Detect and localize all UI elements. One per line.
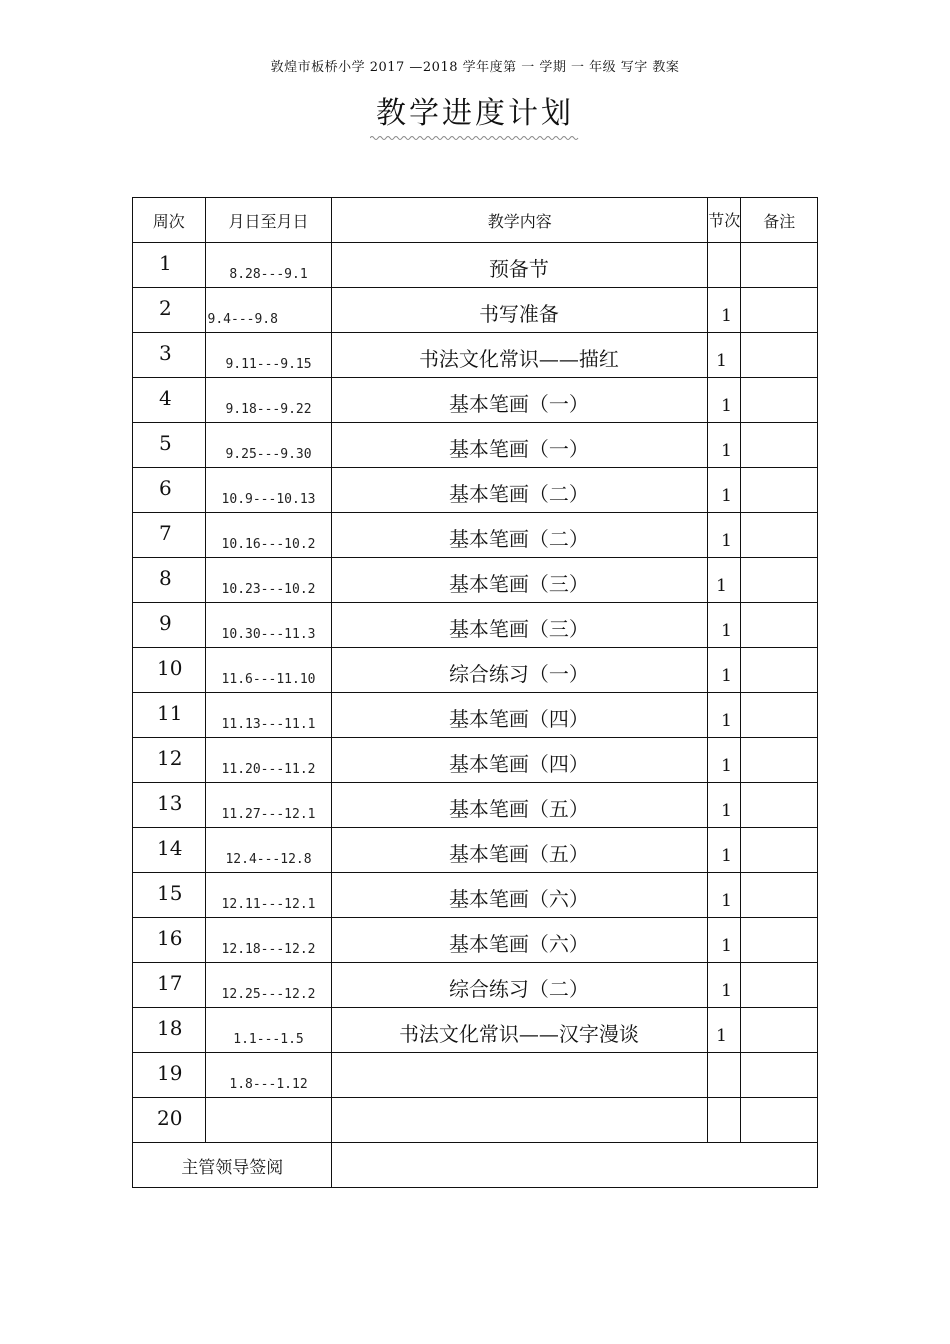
date-range: 11.20---11.2: [221, 762, 316, 777]
content-cell: [332, 963, 708, 1008]
date-cell: [205, 243, 332, 288]
week-cell: [133, 963, 206, 1008]
lesson-content: 综合练习（一）: [448, 662, 589, 686]
week-cell: [133, 378, 206, 423]
week-number: 8: [159, 566, 172, 590]
content-cell: [332, 1053, 708, 1098]
week-number: 13: [157, 791, 183, 815]
count-cell: [708, 288, 741, 333]
date-range: 11.13---11.1: [221, 717, 316, 732]
week-number: 6: [159, 476, 172, 500]
week-number: 14: [157, 836, 183, 860]
content-cell: [332, 378, 708, 423]
content-cell: [332, 603, 708, 648]
notes-cell: [741, 873, 818, 918]
week-number: 5: [159, 431, 172, 455]
week-number: 2: [159, 296, 172, 320]
lesson-content: 基本笔画（五）: [448, 797, 589, 821]
date-cell: [205, 288, 332, 333]
table-row: [133, 963, 818, 1008]
lesson-content: 预备节: [488, 257, 549, 281]
week-cell: [133, 693, 206, 738]
week-cell: [133, 513, 206, 558]
table-row: [133, 513, 818, 558]
week-cell: [133, 648, 206, 693]
count-cell: [708, 468, 741, 513]
signature-cell: [332, 1143, 818, 1188]
lesson-count: 1: [721, 891, 732, 911]
table-row: [133, 1008, 818, 1053]
lesson-content: 基本笔画（六）: [448, 932, 589, 956]
lesson-content: 综合练习（二）: [448, 977, 589, 1001]
date-cell: [205, 468, 332, 513]
notes-cell: [741, 423, 818, 468]
lesson-content: 基本笔画（四）: [448, 752, 589, 776]
date-cell: [205, 693, 332, 738]
table-row: [133, 288, 818, 333]
header-content: 教学内容: [332, 198, 708, 243]
notes-cell: [741, 513, 818, 558]
lesson-content: 书法文化常识——描红: [418, 347, 619, 371]
week-cell: [133, 1053, 206, 1098]
count-cell: [708, 648, 741, 693]
date-cell: [205, 828, 332, 873]
count-cell: [708, 963, 741, 1008]
week-cell: [133, 468, 206, 513]
date-range: 8.28---9.1: [229, 267, 308, 282]
count-cell: [708, 558, 741, 603]
date-range: 1.8---1.12: [229, 1077, 308, 1092]
lesson-content: 基本笔画（三）: [448, 617, 589, 641]
week-cell: [133, 603, 206, 648]
week-number: 9: [159, 611, 172, 635]
notes-cell: [741, 243, 818, 288]
count-cell: [708, 333, 741, 378]
count-cell: [708, 423, 741, 468]
lesson-count: 1: [721, 936, 732, 956]
table-row: [133, 783, 818, 828]
lesson-count: 1: [721, 306, 732, 326]
week-cell: [133, 333, 206, 378]
content-cell: [332, 738, 708, 783]
count-cell: [708, 513, 741, 558]
date-cell: [205, 783, 332, 828]
date-cell: [205, 603, 332, 648]
table-row: [133, 693, 818, 738]
notes-cell: [741, 828, 818, 873]
count-cell: [708, 738, 741, 783]
week-number: 3: [159, 341, 172, 365]
date-cell: [205, 378, 332, 423]
week-number: 20: [157, 1106, 183, 1130]
date-cell: [205, 1053, 332, 1098]
date-range: 10.30---11.3: [221, 627, 316, 642]
notes-cell: [741, 783, 818, 828]
lesson-count: 1: [721, 981, 732, 1001]
date-cell: [205, 963, 332, 1008]
header-week: 周次: [133, 198, 206, 243]
week-number: 11: [157, 701, 183, 725]
date-cell: [205, 513, 332, 558]
week-number: 7: [159, 521, 172, 545]
date-range: 9.11---9.15: [225, 357, 312, 372]
lesson-content: 基本笔画（一）: [448, 437, 589, 461]
content-cell: [332, 288, 708, 333]
content-cell: [332, 828, 708, 873]
date-range: 9.4---9.8: [207, 312, 278, 327]
date-range: 12.25---12.2: [221, 987, 316, 1002]
date-range: 11.27---12.1: [221, 807, 316, 822]
notes-cell: [741, 1053, 818, 1098]
count-cell: [708, 1008, 741, 1053]
lesson-content: 基本笔画（五）: [448, 842, 589, 866]
content-cell: [332, 243, 708, 288]
week-cell: [133, 1008, 206, 1053]
week-number: 18: [157, 1016, 183, 1040]
date-cell: [205, 1098, 332, 1143]
week-cell: [133, 873, 206, 918]
count-cell: [708, 378, 741, 423]
table-header-row: [133, 198, 818, 243]
week-cell: [133, 738, 206, 783]
notes-cell: [741, 1098, 818, 1143]
count-cell: [708, 243, 741, 288]
count-cell: [708, 1098, 741, 1143]
table-row: [133, 648, 818, 693]
lesson-count: 1: [721, 846, 732, 866]
document-header: 敦煌市板桥小学 2017 —2018 学年度第 一 学期 一 年级 写字 教案: [270, 60, 680, 75]
week-number: 4: [159, 386, 172, 410]
date-cell: [205, 738, 332, 783]
date-range: 12.4---12.8: [225, 852, 312, 867]
table-row: [133, 333, 818, 378]
week-cell: [133, 558, 206, 603]
week-cell: [133, 783, 206, 828]
notes-cell: [741, 468, 818, 513]
notes-cell: [741, 963, 818, 1008]
content-cell: [332, 693, 708, 738]
content-cell: [332, 648, 708, 693]
content-cell: [332, 468, 708, 513]
lesson-count: 1: [721, 711, 732, 731]
notes-cell: [741, 693, 818, 738]
table-row: [133, 243, 818, 288]
date-range: 12.11---12.1: [221, 897, 316, 912]
content-cell: [332, 333, 708, 378]
date-range: 11.6---11.10: [221, 672, 316, 687]
table-row: [133, 558, 818, 603]
lesson-count: 1: [721, 441, 732, 461]
count-cell: [708, 918, 741, 963]
lesson-content: 基本笔画（二）: [448, 527, 589, 551]
date-cell: [205, 918, 332, 963]
date-cell: [205, 558, 332, 603]
date-range: 12.18---12.2: [221, 942, 316, 957]
count-cell: [708, 603, 741, 648]
table-row: [133, 603, 818, 648]
date-cell: [205, 423, 332, 468]
week-cell: [133, 1098, 206, 1143]
week-number: 10: [157, 656, 183, 680]
notes-cell: [741, 378, 818, 423]
table-row: [133, 873, 818, 918]
lesson-content: 书法文化常识——汉字漫谈: [398, 1022, 639, 1046]
title-wavy-underline: [370, 134, 580, 142]
notes-cell: [741, 648, 818, 693]
date-cell: [205, 333, 332, 378]
content-cell: [332, 873, 708, 918]
notes-cell: [741, 333, 818, 378]
content-cell: [332, 1008, 708, 1053]
content-cell: [332, 558, 708, 603]
table-row: [133, 1053, 818, 1098]
date-range: 10.9---10.13: [221, 492, 316, 507]
notes-cell: [741, 1008, 818, 1053]
table-row: [133, 918, 818, 963]
count-cell: [708, 828, 741, 873]
table-row: [133, 1098, 818, 1143]
table-row: [133, 423, 818, 468]
lesson-count: 1: [721, 801, 732, 821]
week-cell: [133, 423, 206, 468]
notes-cell: [741, 288, 818, 333]
week-cell: [133, 918, 206, 963]
signature-row: [133, 1143, 818, 1188]
lesson-count: 1: [721, 666, 732, 686]
date-range: 9.18---9.22: [225, 402, 312, 417]
lesson-content: 基本笔画（四）: [448, 707, 589, 731]
date-range: 10.16---10.2: [221, 537, 316, 552]
date-range: 9.25---9.30: [225, 447, 312, 462]
lesson-content: 基本笔画（二）: [448, 482, 589, 506]
date-cell: [205, 648, 332, 693]
lesson-count: 1: [721, 531, 732, 551]
notes-cell: [741, 603, 818, 648]
lesson-content: 基本笔画（六）: [448, 887, 589, 911]
content-cell: [332, 783, 708, 828]
count-cell: [708, 783, 741, 828]
schedule-table: [132, 197, 818, 1188]
count-cell: [708, 1053, 741, 1098]
week-number: 19: [157, 1061, 183, 1085]
notes-cell: [741, 738, 818, 783]
week-number: 15: [157, 881, 183, 905]
page-title: 教学进度计划: [376, 96, 574, 131]
content-cell: [332, 918, 708, 963]
content-cell: [332, 1098, 708, 1143]
header-notes: 备注: [741, 198, 818, 243]
lesson-content: 书写准备: [478, 302, 559, 326]
lesson-count: 1: [721, 486, 732, 506]
table-row: [133, 378, 818, 423]
count-cell: [708, 693, 741, 738]
lesson-content: 基本笔画（三）: [448, 572, 589, 596]
lesson-count: 1: [721, 756, 732, 776]
date-cell: [205, 1008, 332, 1053]
week-number: 12: [157, 746, 183, 770]
week-cell: [133, 288, 206, 333]
lesson-count: 1: [721, 396, 732, 416]
lesson-count: 1: [716, 1026, 727, 1046]
week-number: 1: [159, 251, 172, 275]
week-cell: [133, 243, 206, 288]
week-cell: [133, 828, 206, 873]
lesson-content: 基本笔画（一）: [448, 392, 589, 416]
date-range: 10.23---10.2: [221, 582, 316, 597]
table-row: [133, 738, 818, 783]
signature-label: 主管领导签阅: [133, 1143, 332, 1188]
header-date-range: 月日至月日: [205, 198, 332, 243]
week-number: 16: [157, 926, 183, 950]
table-row: [133, 828, 818, 873]
content-cell: [332, 513, 708, 558]
notes-cell: [741, 558, 818, 603]
content-cell: [332, 423, 708, 468]
lesson-count: 1: [716, 351, 727, 371]
header-lesson-count: 节次: [708, 198, 741, 243]
table-row: [133, 468, 818, 513]
date-range: 1.1---1.5: [233, 1032, 304, 1047]
date-cell: [205, 873, 332, 918]
count-cell: [708, 873, 741, 918]
notes-cell: [741, 918, 818, 963]
lesson-count: 1: [721, 621, 732, 641]
lesson-count: 1: [716, 576, 727, 596]
week-number: 17: [157, 971, 183, 995]
